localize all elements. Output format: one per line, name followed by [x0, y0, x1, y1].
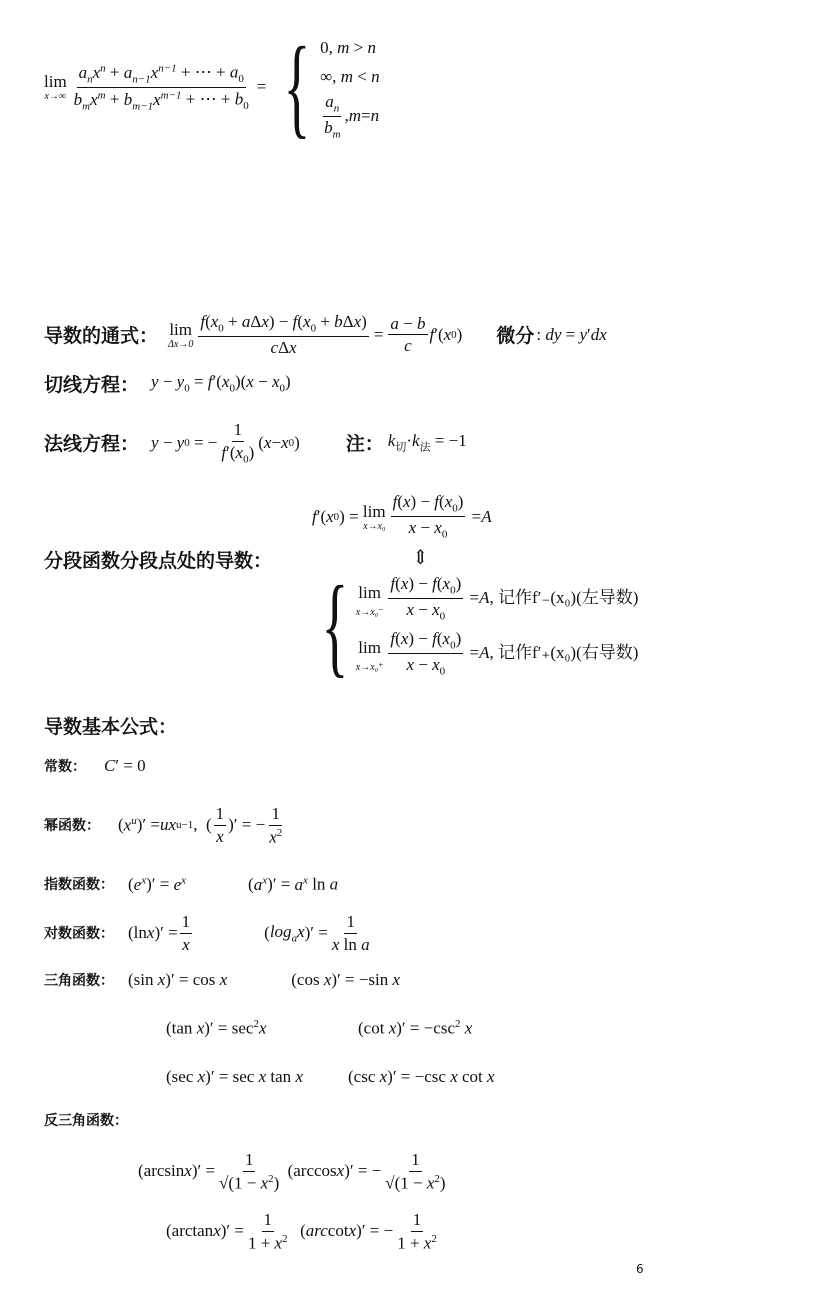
trig-label: 三角函数： [44, 973, 114, 989]
inverse-trig-row-1: (arcsin x )′ = $\frac{1}{√(1 - x^2)}$ (arccos x )′ = − $\frac{1}{√(1 - x^2)}$ [138, 1150, 446, 1193]
inverse-trig-label: 反三角函数： [44, 1113, 128, 1129]
derivative-definition-formula: f ′( x 0 ) = lim x→x₀ $\frac{f(x) - f(x_0)}{x - x_0}$ = A [312, 492, 492, 541]
trig-csc: (csc x)′ = −csc x cot x [348, 1067, 495, 1086]
derivative-general-row: 导数的通式： lim Δx→0 $\frac{f(x_0 + a\Delta x) - f(x_0 + b\Delta x)}{\text{cΔx}}$ = $\frac{a - b}{c}$ f ′( x 0 ) 微分 : dy = y′dx [44, 312, 607, 358]
one-sided-derivatives: { lim x→x₀⁻ $\frac{f(x) - f(x_0)}{x - x_0}$ = A , 记作f′₋(x₀)(左导数) lim x→x₀⁺ $\frac{f(x) - f(x_0)}{x - x_0}$ = A , 记作f′₊(x₀)(右导数) [321, 563, 639, 688]
logarithmic-row: 对数函数： (ln x )′ = $\frac{1}{x}$ ( $\log_ax$ )′ = $\frac{1}{\text{x ln a}}$ [44, 912, 370, 954]
equivalence-arrow: ⇕ [412, 547, 429, 569]
derivative-general-heading: 导数的通式： [44, 325, 159, 348]
inverse-trig-row-2: (arctan x )′ = $\frac{1}{1 + x^2}$ ( arc cot x )′ = − $\frac{1}{1 + x^2}$ [166, 1210, 437, 1253]
normal-line-row: 法线方程： y − y 0 = − $\frac{1}{f'(x_0)}$ ( x − x 0 ) 注： $k_切\cdot k_法 = -1$ [44, 420, 467, 465]
normal-line-heading: 法线方程： [44, 433, 140, 456]
left-derivative-note: 记作f′₋(x₀)(左导数) [497, 588, 639, 608]
right-derivative-note: 记作f′₊(x₀)(右导数) [497, 643, 639, 663]
rational-limit-formula: lim x→∞ $\frac{a_nx^n + a_{n-1}x^{n-1} + \cdots + a_0}{b_mx^m + b_{m-1}x^{m-1} + \cdots + b_0}$ = { 0, m > n ∞, m < n $\frac{a_n}{b_m}$ , m = n [44, 25, 380, 150]
tangent-line-row: 切线方程： $y - y_0 = f'(x_0)(x - x_0)$ [44, 370, 291, 397]
piecewise-heading: 分段函数分段点处的导数： [44, 550, 273, 572]
constant-label: 常数： [44, 759, 86, 775]
trig-cot: (cot $x)' = -\csc^2$ x [358, 1018, 473, 1038]
exponential-row: 指数函数： $(e^x)' = e^x$ $(a^x)' = a^x$ ln a [44, 874, 339, 894]
basic-formulas-heading: 导数基本公式： [44, 716, 178, 738]
page-number: 6 [636, 1262, 644, 1276]
exponential-label: 指数函数： [44, 877, 114, 894]
trig-sec: (sec x)′ = sec x tan x [166, 1067, 303, 1086]
differential-heading: 微分 [496, 325, 535, 348]
power-label: 幂函数： [44, 818, 100, 835]
trig-row-1: 三角函数： (sin x)′ = cos x (cos x)′ = −sin x [44, 970, 401, 989]
tangent-line-heading: 切线方程： [44, 374, 140, 396]
power-row: 幂函数： ( $x^u$ )′ = ux u−1 , ( $\frac{1}{x}$ )′ = − $\frac{1}{x^2}$ [44, 804, 283, 847]
logarithmic-label: 对数函数： [44, 926, 114, 943]
constant-row: 常数： C′ = 0 [44, 756, 146, 775]
trig-tan: (tan $x)' = \sec^2x$ [166, 1018, 267, 1038]
note-heading: 注： [345, 433, 384, 456]
